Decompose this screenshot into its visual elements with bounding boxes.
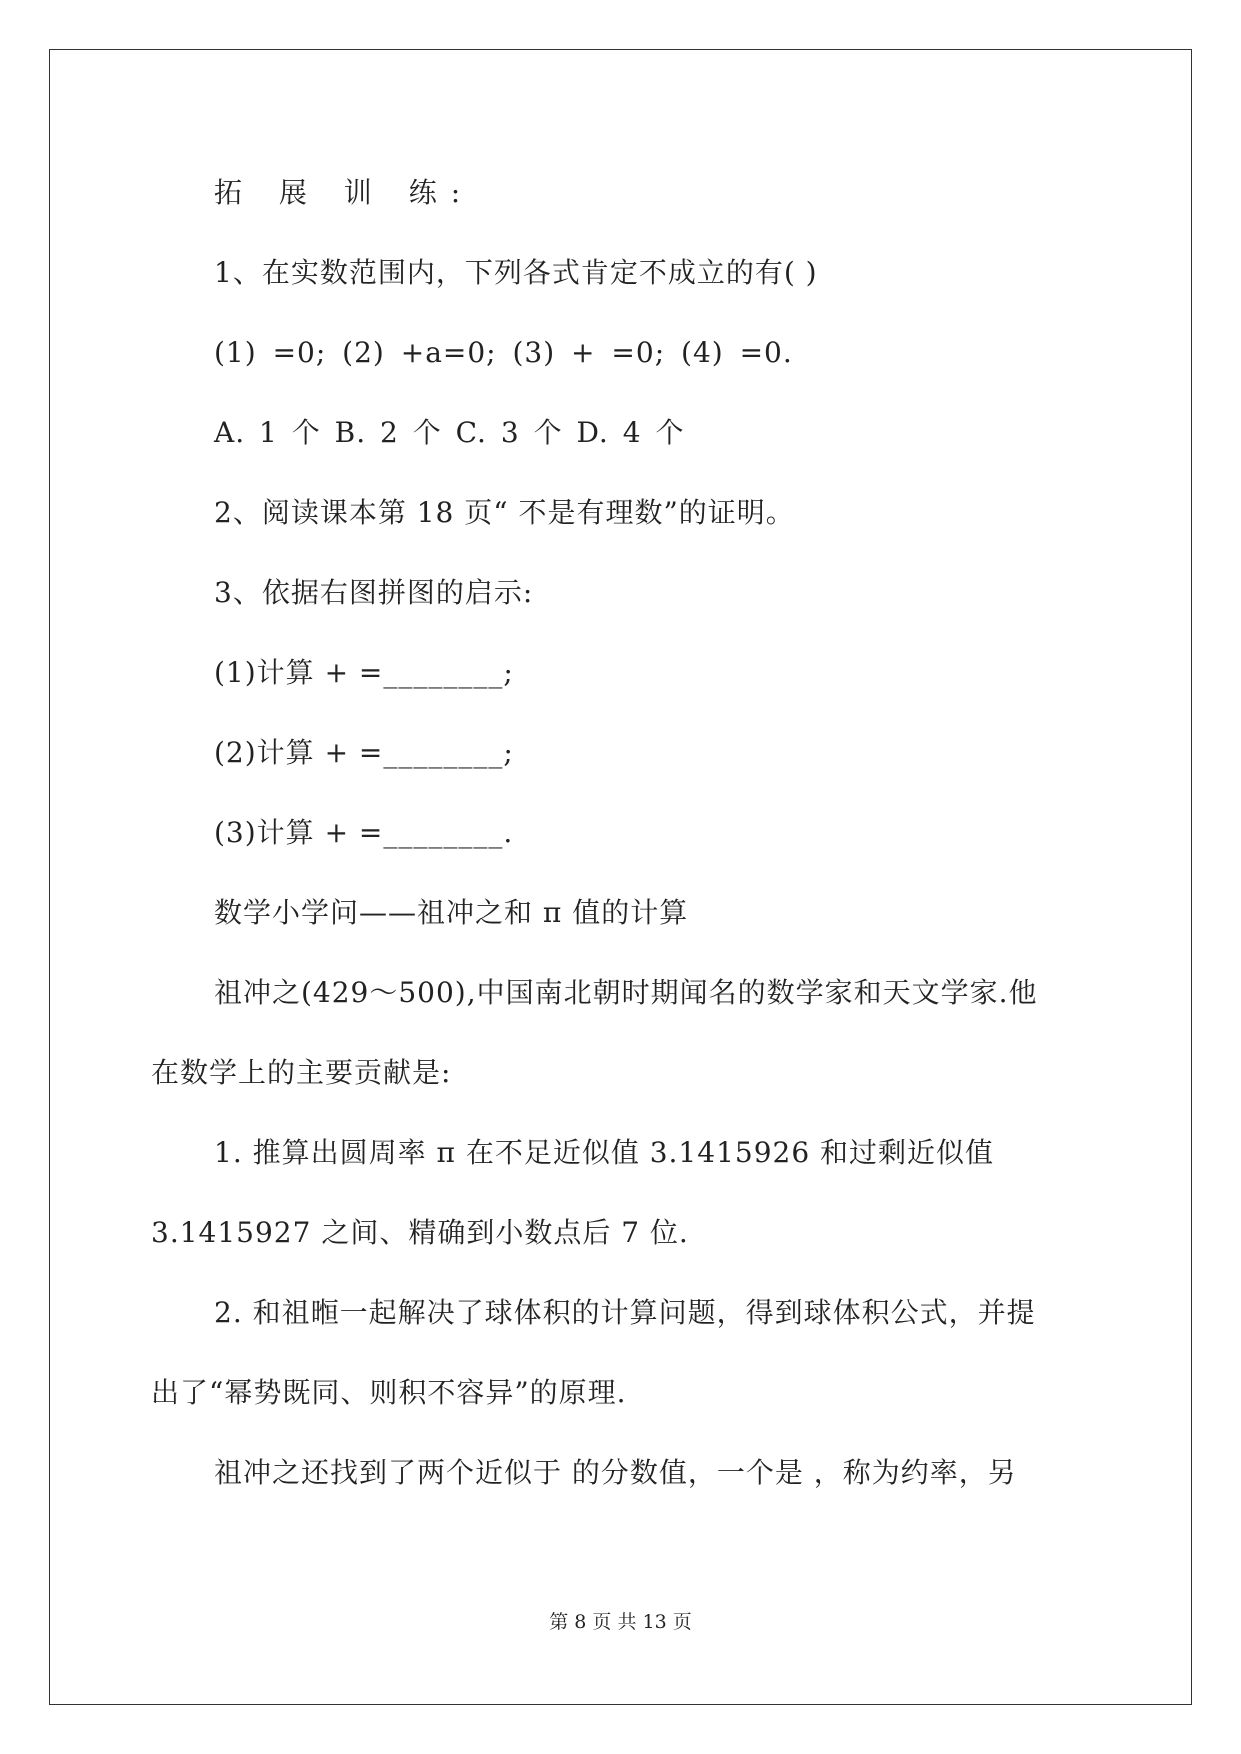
point-1-line-2: 3.1415927 之间、精确到小数点后 7 位. [151,1216,689,1249]
heading-extension-training: 拓 展 训 练: [214,176,475,209]
question-3-stem: 3、依据右图拼图的启示: [214,576,534,609]
question-1-choices: A. 1 个 B. 2 个 C. 3 个 D. 4 个 [214,416,685,449]
question-3-part-1: (1)计算 + =________; [214,656,514,689]
question-3-part-2: (2)计算 + =________; [214,736,514,769]
question-3-part-3: (3)计算 + =________. [214,816,514,849]
point-1-line-1: 1. 推算出圆周率 π 在不足近似值 3.1415926 和过剩近似值 [214,1136,995,1169]
paragraph-2-line-1: 祖冲之还找到了两个近似于 的分数值，一个是 ，称为约率，另 [214,1456,1017,1489]
question-1-items: (1) =0; (2) +a=0; (3) + =0; (4) =0. [214,336,793,369]
point-2-line-2: 出了“幂势既同、则积不容异”的原理. [151,1376,627,1409]
paragraph-1-line-2: 在数学上的主要贡献是: [151,1056,452,1089]
point-2-line-1: 2. 和祖暅一起解决了球体积的计算问题，得到球体积公式，并提 [214,1296,1036,1329]
question-2: 2、阅读课本第 18 页“ 不是有理数”的证明。 [214,496,795,529]
section-title: 数学小学问——祖冲之和 π 值的计算 [214,896,689,929]
paragraph-1-line-1: 祖冲之(429～500),中国南北朝时期闻名的数学家和天文学家.他 [214,976,1038,1009]
page-number-footer: 第 8 页 共 13 页 [549,1611,692,1633]
question-1-stem: 1、在实数范围内，下列各式肯定不成立的有( ) [214,256,818,289]
